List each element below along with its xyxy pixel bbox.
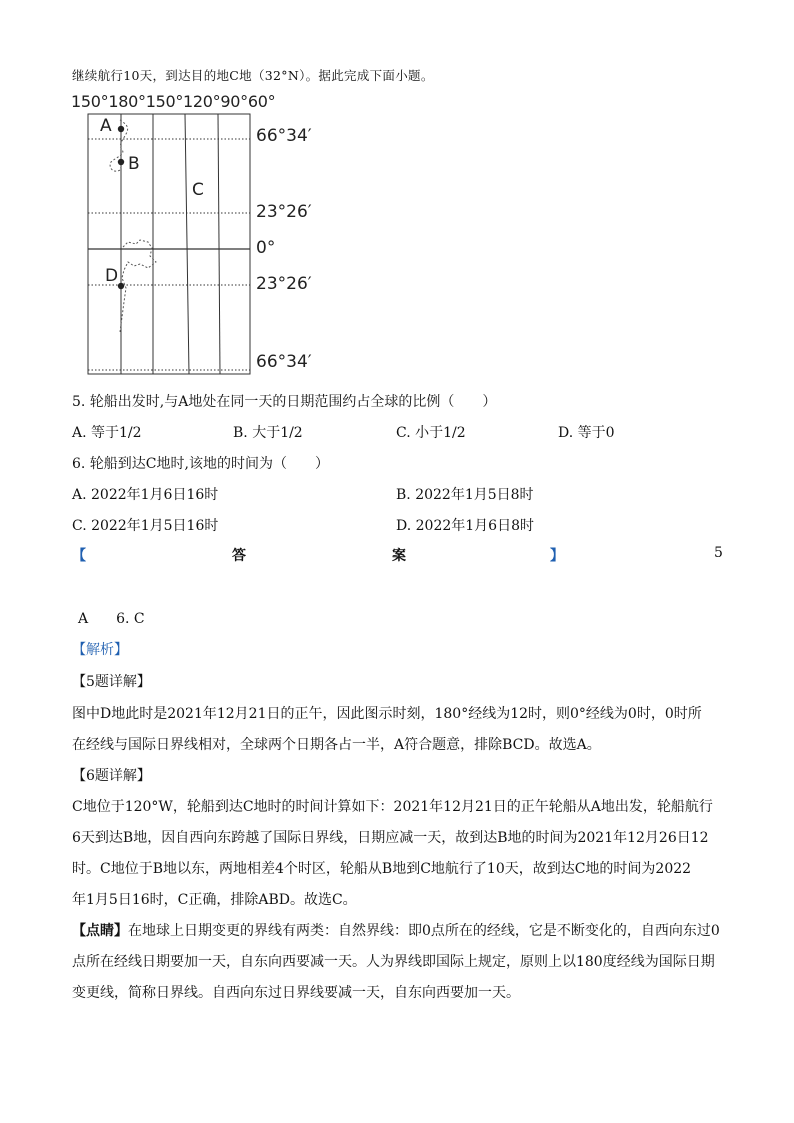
lon-label: 150° — [145, 92, 184, 111]
q5-option-c: C. 小于1/2 — [396, 425, 466, 441]
lat-label: 0° — [256, 238, 276, 258]
q5-detail-line: 在经线与国际日界线相对，全球两个日期各占一半，A符合题意，排除BCD。故选A。 — [72, 737, 601, 753]
point-d-label: D — [105, 266, 119, 286]
q6-option-c: C. 2022年1月5日16时 — [72, 518, 219, 534]
longitude-labels — [71, 92, 275, 111]
q6-option-a: A. 2022年1月6日16时 — [72, 487, 219, 503]
lon-label: 120° — [183, 92, 221, 111]
q6-option-d: D. 2022年1月6日8时 — [396, 518, 534, 534]
answer-bracket-close: 】 — [550, 548, 564, 564]
answer-word-2: 案 — [392, 548, 406, 564]
question-6-stem: 6. 轮船到达C地时,该地的时间为（ ） — [72, 456, 329, 472]
q6-detail-title: 【6题详解】 — [72, 768, 151, 784]
answer-number: 5 — [714, 545, 723, 561]
analysis-label: 【解析】 — [72, 642, 128, 658]
meridian-120w — [185, 114, 189, 374]
tip-first-line — [72, 920, 720, 940]
q6-detail-line: 年1月5日16时，C正确，排除ABD。故选C。 — [72, 892, 357, 908]
answer-bracket-open: 【 — [72, 548, 86, 564]
point-c-label: C — [192, 180, 204, 200]
lon-label: 60° — [247, 92, 276, 111]
map-frame — [88, 114, 250, 374]
point-d-marker — [118, 283, 124, 289]
q6-detail-line: 6天到达B地，因自西向东跨越了国际日界线，日期应减一天，故到达B地的时间为2021年12月26日12 — [72, 830, 709, 846]
coastline-south — [120, 240, 156, 332]
lon-label: 150° — [71, 92, 109, 111]
q5-option-d: D. 等于0 — [558, 425, 615, 441]
point-a-label: A — [100, 116, 112, 136]
question-5-stem: 5. 轮船出发时,与A地处在同一天的日期范围约占全球的比例（ ） — [72, 394, 497, 410]
q6-option-b: B. 2022年1月5日8时 — [396, 487, 534, 503]
map-figure — [68, 92, 328, 382]
q5-detail-line: 图中D地此时是2021年12月21日的正午，因此图示时刻，180°经线为12时，则0°经线为0时，0时所 — [72, 706, 702, 722]
point-b-marker — [118, 159, 124, 165]
answer-word-1: 答 — [232, 548, 246, 564]
answer-header — [72, 545, 722, 565]
q6-detail-line: C地位于120°W，轮船到达C地时的时间计算如下：2021年12月21日的正午轮船从A地出发，轮船航行 — [72, 799, 713, 815]
point-a-marker — [118, 126, 124, 132]
tip-line: 在地球上日期变更的界线有两类：自然界线：即0点所在的经线，它是不断变化的，自西向东过0 — [128, 923, 720, 939]
tip-label: 【点睛】 — [72, 923, 128, 939]
q5-detail-title: 【5题详解】 — [72, 674, 151, 690]
answers-text: A 6. C — [78, 611, 145, 627]
intro-text: 继续航行10天，到达目的地C地（32°N）。据此完成下面小题。 — [72, 68, 434, 83]
point-b-label: B — [128, 154, 140, 174]
q6-detail-line: 时。C地位于B地以东，两地相差4个时区，轮船从B地到C地航行了10天，故到达C地的时间为2022 — [72, 861, 692, 877]
lat-label: 23°26′ — [256, 202, 312, 222]
lat-label: 66°34′ — [256, 352, 312, 372]
lon-label: 90° — [220, 92, 248, 111]
q5-option-b: B. 大于1/2 — [233, 425, 303, 441]
q5-option-a: A. 等于1/2 — [72, 425, 142, 441]
meridian-90w — [218, 114, 220, 374]
lat-label: 23°26′ — [256, 274, 312, 294]
tip-line: 点所在经线日期要加一天，自东向西要减一天。人为界线即国际上规定，原则上以180度经线为国际日期 — [72, 954, 715, 970]
tip-line: 变更线，简称日界线。自西向东过日界线要减一天，自东向西要加一天。 — [72, 985, 520, 1001]
lon-label: 180° — [108, 92, 146, 111]
lat-label: 66°34′ — [256, 126, 312, 146]
